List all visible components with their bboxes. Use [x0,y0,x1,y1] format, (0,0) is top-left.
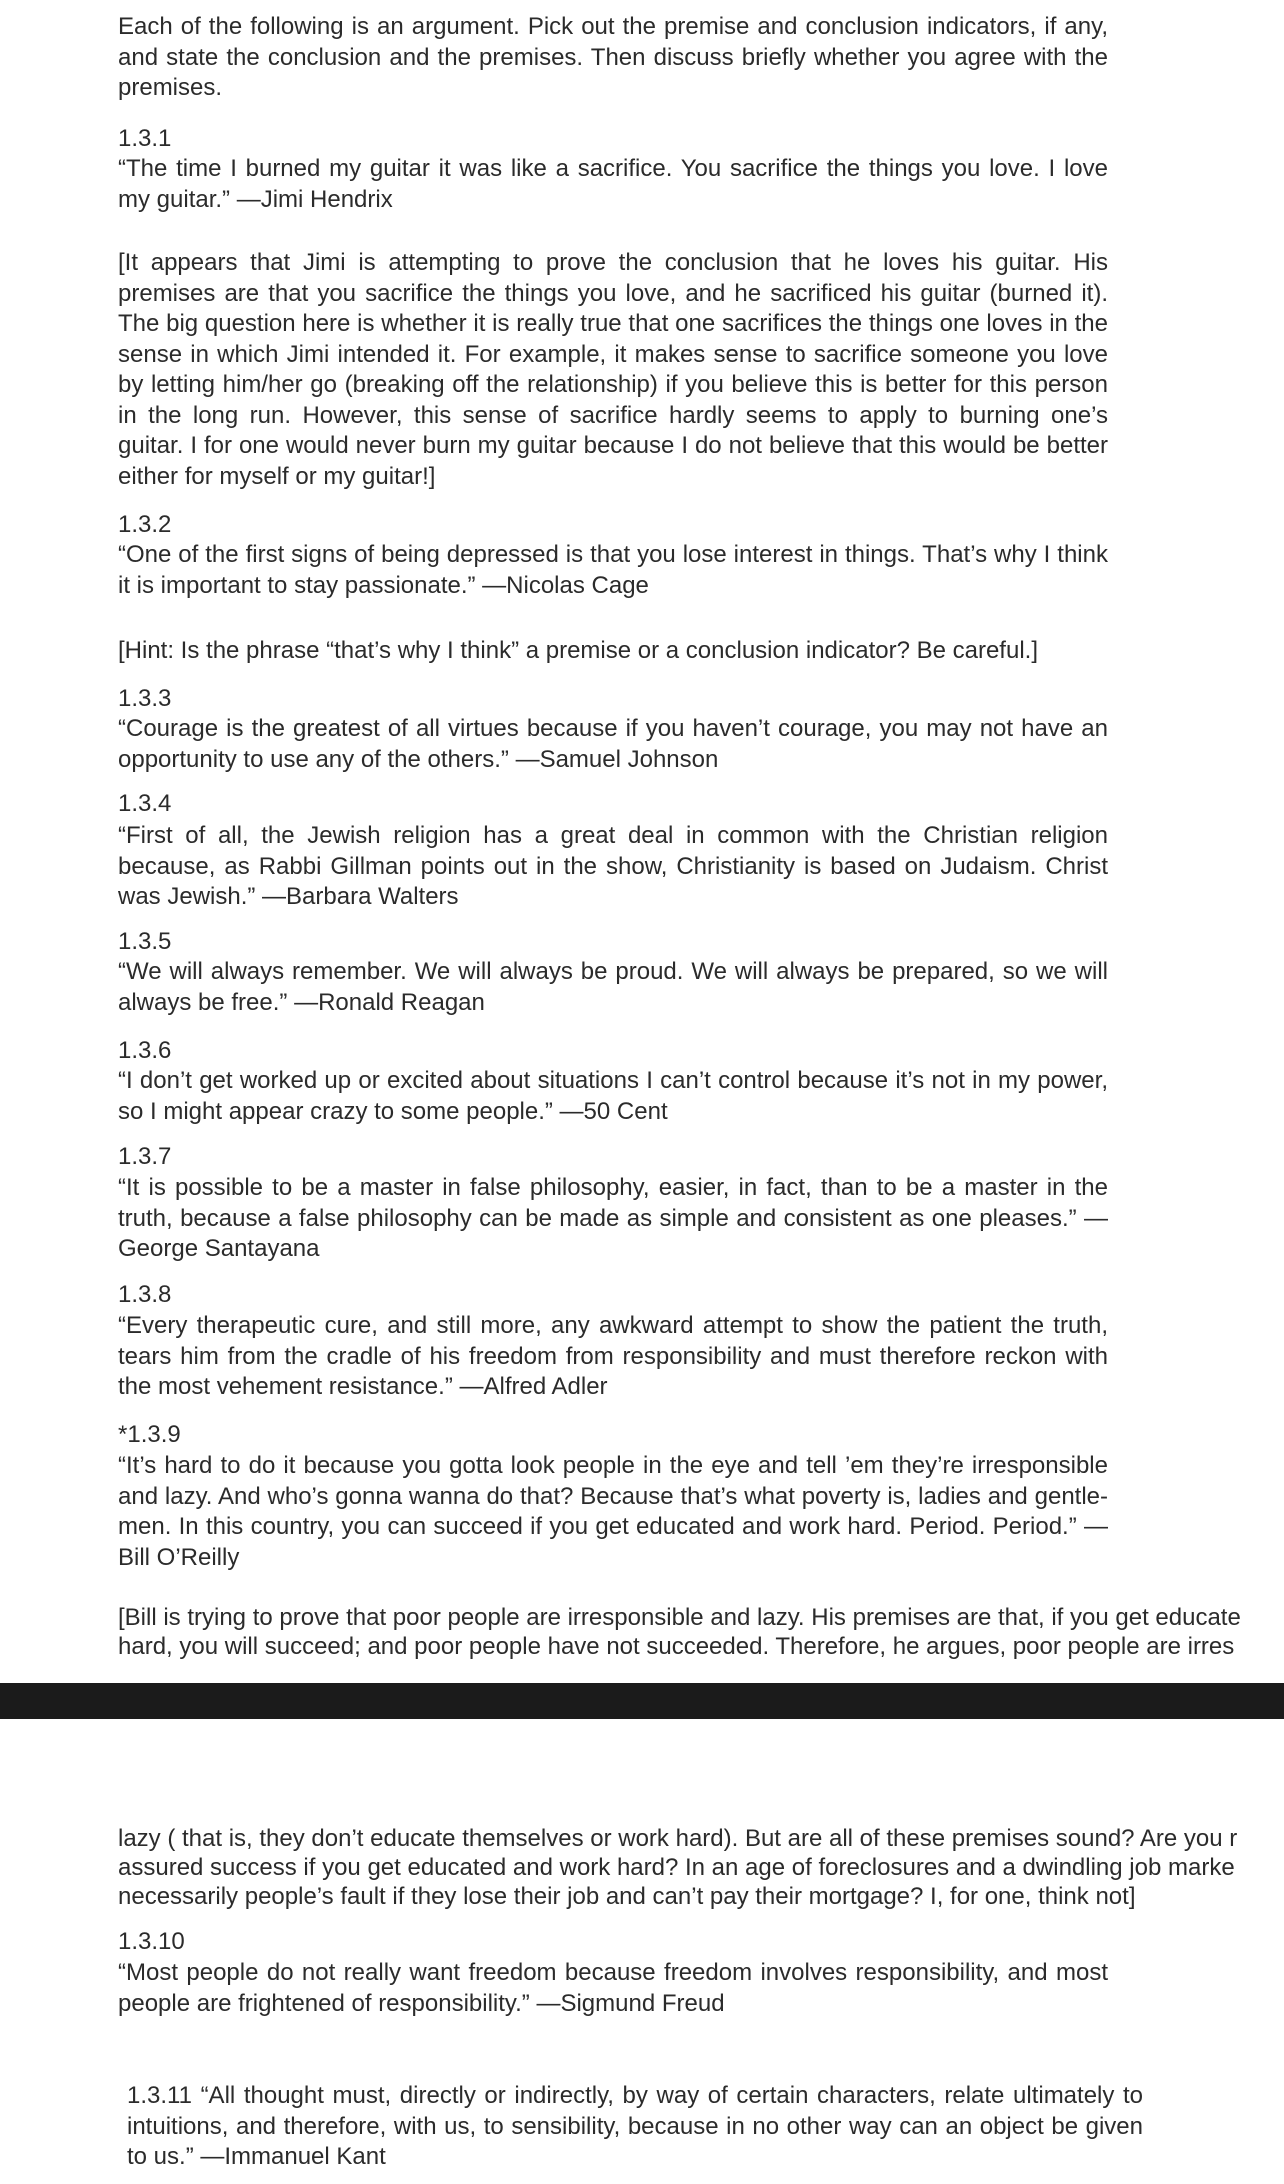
exercise-quote-1-3-11: “All thought must, directly or indirectly, by way of certain characters, relate ultimately to intuitions, and therefore, with us, to sensibility, because in no other way can an object be given to us.” —Immanuel Kant [127,2082,1143,2170]
instructions-paragraph: Each of the following is an argument. Pick out the premise and conclusion indicators, if any, and state the conclusion and the premises. Then discuss briefly whether you agree with the premises. [118,13,1108,101]
exercise-commentary-1-3-9-line-5: necessarily people’s fault if they lose their job and can’t pay their mortgage? I, for one, think not] [118,1883,1136,1910]
exercise-number-1-3-5: 1.3.5 [118,928,172,955]
exercise-number-1-3-1: 1.3.1 [118,125,172,152]
exercise-number-1-3-4: 1.3.4 [118,790,172,817]
exercise-quote-1-3-9: “It’s hard to do it because you gotta look people in the eye and tell ’em they’re irresponsible and lazy. And who’s gonna wanna do that? Because that’s what poverty is, ladies and gentle-men. In this country, you can succeed if you get educated and work hard. Period. Period.” —Bill O’Reilly [118,1452,1108,1571]
exercise-quote-1-3-6: “I don’t get worked up or excited about situations I can’t control because it’s not in my power, so I might appear crazy to some people.” —50 Cent [118,1067,1108,1125]
exercise-quote-1-3-3: “Courage is the greatest of all virtues because if you haven’t courage, you may not have an opportunity to use any of the others.” —Samuel Johnson [118,715,1108,773]
document-page-bottom [0,1719,1284,2184]
exercise-quote-1-3-2: “One of the first signs of being depressed is that you lose interest in things. That’s why I think it is important to stay passionate.” —Nicolas Cage [118,541,1108,599]
exercise-number-1-3-7: 1.3.7 [118,1143,172,1170]
exercise-number-1-3-3: 1.3.3 [118,685,172,712]
exercise-hint-1-3-2: [Hint: Is the phrase “that’s why I think” a premise or a conclusion indicator? Be careful.] [118,637,1038,664]
exercise-number-1-3-6: 1.3.6 [118,1037,172,1064]
exercise-quote-1-3-5: “We will always remember. We will always be proud. We will always be prepared, so we will always be free.” —Ronald Reagan [118,958,1108,1016]
exercise-number-1-3-8: 1.3.8 [118,1281,172,1308]
exercise-number-1-3-11: 1.3.11 [127,2082,192,2109]
exercise-quote-1-3-1: “The time I burned my guitar it was like a sacrifice. You sacrifice the things you love. I love my guitar.” —Jimi Hendrix [118,155,1108,213]
exercise-quote-1-3-10: “Most people do not really want freedom because freedom involves responsibility, and most people are frightened of responsibility.” —Sigmund Freud [118,1959,1108,2017]
page-separator [0,1683,1284,1719]
exercise-commentary-1-3-9-line-2: hard, you will succeed; and poor people have not succeeded. Therefore, he argues, poor people are irres [118,1633,1235,1660]
exercise-quote-1-3-7: “It is possible to be a master in false philosophy, easier, in fact, than to be a master in the truth, because a false philosophy can be made as simple and consistent as one pleases.” —George Santayana [118,1174,1108,1262]
exercise-quote-1-3-8: “Every therapeutic cure, and still more, any awkward attempt to show the patient the truth, tears him from the cradle of his freedom from responsibility and must therefore reckon with the most vehement resistance.” —Alfred Adler [118,1312,1108,1400]
exercise-1-3-11 [127,2081,1143,2173]
exercise-number-1-3-10: 1.3.10 [118,1928,185,1955]
exercise-quote-1-3-4: “First of all, the Jewish religion has a great deal in common with the Christian religion because, as Rabbi Gillman points out in the show, Christianity is based on Judaism. Christ was Jewish.” —Barbara Walters [118,822,1108,910]
exercise-number-1-3-2: 1.3.2 [118,511,172,538]
exercise-commentary-1-3-9-line-1: [Bill is trying to prove that poor people are irresponsible and lazy. His premises are that, if you get educate [118,1604,1241,1631]
exercise-commentary-1-3-9-line-4: assured success if you get educated and work hard? In an age of foreclosures and a dwindling job marke [118,1854,1235,1881]
exercise-commentary-1-3-9-line-3: lazy ( that is, they don’t educate themselves or work hard). But are all of these premises sound? Are you r [118,1825,1238,1852]
exercise-number-1-3-9: *1.3.9 [118,1421,181,1448]
exercise-commentary-1-3-1: [It appears that Jimi is attempting to prove the conclusion that he loves his guitar. His premises are that you sacrifice the things you love, and he sacrificed his guitar (burned it). The big question here is whether it is really true that one sacrifices the things one loves in the sense in which Jimi intended it. For example, it makes sense to sacrifice someone you love by letting him/her go (breaking off the relationship) if you believe this is better for this person in the long run. However, this sense of sacrifice hardly seems to apply to burning one’s guitar. I for one would never burn my guitar because I do not believe that this would be better either for myself or my guitar!] [118,249,1108,490]
